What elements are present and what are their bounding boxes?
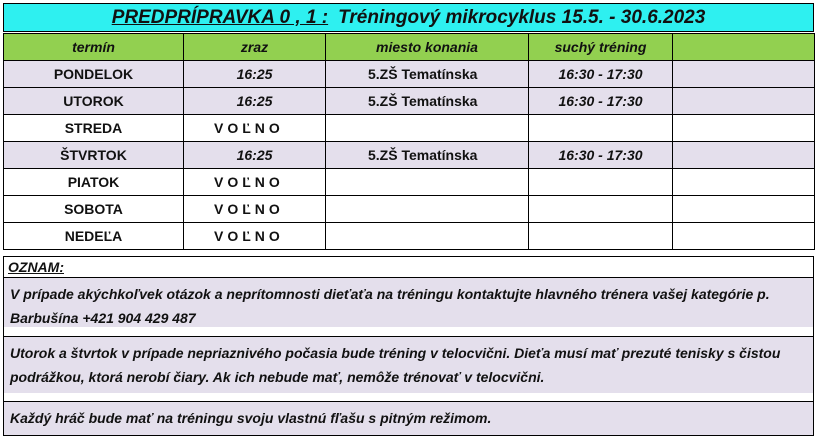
table-row — [4, 223, 815, 250]
dry-training-cell: 16:30 - 17:30 — [529, 88, 673, 115]
day-cell: SOBOTA — [4, 196, 184, 223]
day-cell: UTOROK — [4, 88, 184, 115]
dry-training-cell — [529, 169, 673, 196]
free-day-cell: VOĽNO — [184, 115, 326, 142]
extra-cell — [673, 88, 815, 115]
team-title: PREDPRÍPRAVKA 0 , 1 : — [111, 6, 329, 28]
meet-time-cell: 16:25 — [184, 88, 326, 115]
day-cell: ŠTVRTOK — [4, 142, 184, 169]
extra-cell — [673, 115, 815, 142]
place-cell — [326, 169, 529, 196]
table-row — [4, 88, 815, 115]
table-header-row — [4, 34, 815, 61]
col-extra — [673, 34, 815, 61]
cycle-title: Tréningový mikrocyklus 15.5. - 30.6.2023 — [338, 6, 706, 28]
extra-cell — [673, 169, 815, 196]
extra-cell — [673, 142, 815, 169]
schedule-table — [3, 33, 815, 250]
place-cell — [326, 196, 529, 223]
meet-time-cell: 16:25 — [184, 61, 326, 88]
col-term: termín — [4, 34, 184, 61]
dry-training-cell — [529, 223, 673, 250]
place-cell — [326, 223, 529, 250]
table-row — [4, 115, 815, 142]
place-cell: 5.ZŠ Tematínska — [326, 88, 529, 115]
notice-item-weather: Utorok a štvrtok v prípade nepriaznivého počasia bude tréning v telocvični. Dieťa musí mať prezuté tenisky s čistou podrážkou, ktorá nerobí čiary. Ak ich nebude mať, nemôže trénovať v telocvični. — [4, 336, 813, 393]
extra-cell — [673, 223, 815, 250]
table-row — [4, 142, 815, 169]
free-day-cell: VOĽNO — [184, 169, 326, 196]
free-day-cell: VOĽNO — [184, 223, 326, 250]
col-place: miesto konania — [326, 34, 529, 61]
day-cell: PONDELOK — [4, 61, 184, 88]
dry-training-cell — [529, 196, 673, 223]
place-cell — [326, 115, 529, 142]
meet-time-cell: 16:25 — [184, 142, 326, 169]
col-dry: suchý tréning — [529, 34, 673, 61]
place-cell: 5.ZŠ Tematínska — [326, 142, 529, 169]
notice-item-bottle: Každý hráč bude mať na tréningu svoju vlastnú fľašu s pitným režimom. — [4, 401, 813, 435]
table-row — [4, 169, 815, 196]
notice-section — [3, 256, 814, 436]
notice-item-contact: V prípade akýchkoľvek otázok a neprítomnosti dieťaťa na tréningu kontaktujte hlavného trénera vašej kategórie p. Barbušína +421 904 429 487 — [4, 277, 813, 327]
dry-training-cell: 16:30 - 17:30 — [529, 61, 673, 88]
day-cell: NEDEĽA — [4, 223, 184, 250]
free-day-cell: VOĽNO — [184, 196, 326, 223]
title-bar — [3, 3, 814, 32]
dry-training-cell: 16:30 - 17:30 — [529, 142, 673, 169]
table-row — [4, 61, 815, 88]
extra-cell — [673, 196, 815, 223]
notice-heading: OZNAM: — [8, 259, 64, 275]
day-cell: STREDA — [4, 115, 184, 142]
table-row — [4, 196, 815, 223]
dry-training-cell — [529, 115, 673, 142]
col-meet: zraz — [184, 34, 326, 61]
day-cell: PIATOK — [4, 169, 184, 196]
extra-cell — [673, 61, 815, 88]
place-cell: 5.ZŠ Tematínska — [326, 61, 529, 88]
